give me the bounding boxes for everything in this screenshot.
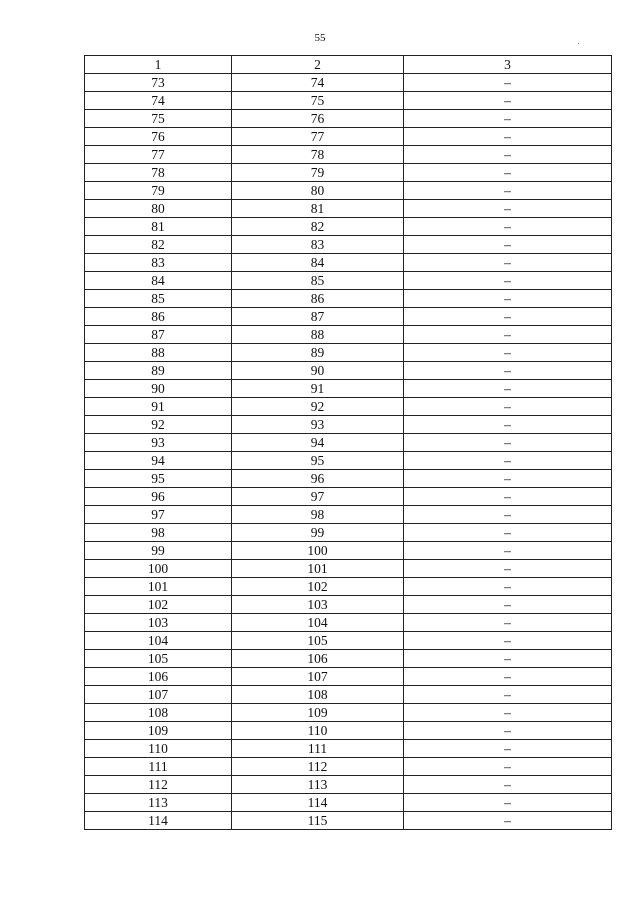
table-cell-col-1: 91 bbox=[85, 398, 232, 416]
table-cell-col-2: 96 bbox=[232, 470, 404, 488]
table-cell-col-1: 73 bbox=[85, 74, 232, 92]
table-row bbox=[85, 578, 612, 596]
table-cell-col-1: 96 bbox=[85, 488, 232, 506]
table-cell-col-1: 108 bbox=[85, 704, 232, 722]
table-row bbox=[85, 128, 612, 146]
table-cell-col-1: 114 bbox=[85, 812, 232, 830]
table-cell-col-2: 114 bbox=[232, 794, 404, 812]
table-cell-col-1: 102 bbox=[85, 596, 232, 614]
table-cell-col-1: 79 bbox=[85, 182, 232, 200]
table-cell-col-1: 93 bbox=[85, 434, 232, 452]
table-cell-col-1: 100 bbox=[85, 560, 232, 578]
table-row bbox=[85, 560, 612, 578]
table-cell-col-1: 110 bbox=[85, 740, 232, 758]
table-row bbox=[85, 704, 612, 722]
table-cell-col-1: 90 bbox=[85, 380, 232, 398]
table-cell-col-1: 113 bbox=[85, 794, 232, 812]
table-cell-col-3: – bbox=[404, 74, 612, 92]
table-cell-col-2: 97 bbox=[232, 488, 404, 506]
table-cell-col-1: 75 bbox=[85, 110, 232, 128]
table-cell-col-3: – bbox=[404, 182, 612, 200]
table-cell-col-2: 83 bbox=[232, 236, 404, 254]
table-cell-col-1: 87 bbox=[85, 326, 232, 344]
table-cell-col-2: 74 bbox=[232, 74, 404, 92]
table-cell-col-3: – bbox=[404, 380, 612, 398]
table-cell-col-3: – bbox=[404, 704, 612, 722]
table-cell-col-1: 81 bbox=[85, 218, 232, 236]
table-row bbox=[85, 92, 612, 110]
table-row bbox=[85, 398, 612, 416]
table-cell-col-2: 79 bbox=[232, 164, 404, 182]
table-cell-col-3: – bbox=[404, 164, 612, 182]
data-table bbox=[84, 55, 612, 830]
table-cell-col-1: 99 bbox=[85, 542, 232, 560]
table-cell-col-2: 100 bbox=[232, 542, 404, 560]
table-cell-col-2: 94 bbox=[232, 434, 404, 452]
table-cell-col-3: – bbox=[404, 650, 612, 668]
table-cell-col-1: 104 bbox=[85, 632, 232, 650]
table-cell-col-3: – bbox=[404, 128, 612, 146]
table-row bbox=[85, 434, 612, 452]
table-row bbox=[85, 272, 612, 290]
table-row bbox=[85, 344, 612, 362]
table-cell-col-3: – bbox=[404, 146, 612, 164]
table-cell-col-2: 78 bbox=[232, 146, 404, 164]
table-cell-col-1: 95 bbox=[85, 470, 232, 488]
table-cell-col-2: 95 bbox=[232, 452, 404, 470]
table-cell-col-3: – bbox=[404, 290, 612, 308]
table-cell-col-3: – bbox=[404, 470, 612, 488]
table-row bbox=[85, 290, 612, 308]
table-row bbox=[85, 416, 612, 434]
table-header-row bbox=[85, 56, 612, 74]
table-cell-col-3: – bbox=[404, 668, 612, 686]
table-cell-col-1: 78 bbox=[85, 164, 232, 182]
table-cell-col-2: 85 bbox=[232, 272, 404, 290]
table-cell-col-2: 91 bbox=[232, 380, 404, 398]
table-cell-col-1: 98 bbox=[85, 524, 232, 542]
table-cell-col-1: 101 bbox=[85, 578, 232, 596]
table-cell-col-2: 88 bbox=[232, 326, 404, 344]
table-cell-col-2: 106 bbox=[232, 650, 404, 668]
table-cell-col-2: 111 bbox=[232, 740, 404, 758]
table-cell-col-2: 107 bbox=[232, 668, 404, 686]
table-cell-col-3: – bbox=[404, 362, 612, 380]
table-cell-col-3: – bbox=[404, 488, 612, 506]
table-cell-col-3: – bbox=[404, 200, 612, 218]
table-cell-col-3: – bbox=[404, 560, 612, 578]
table-row bbox=[85, 650, 612, 668]
table-row bbox=[85, 596, 612, 614]
table-row bbox=[85, 254, 612, 272]
table-cell-col-3: – bbox=[404, 344, 612, 362]
table-row bbox=[85, 362, 612, 380]
table-cell-col-3: – bbox=[404, 506, 612, 524]
table-cell-col-1: 107 bbox=[85, 686, 232, 704]
table-cell-col-2: 113 bbox=[232, 776, 404, 794]
table-cell-col-1: 84 bbox=[85, 272, 232, 290]
table-cell-col-3: – bbox=[404, 740, 612, 758]
table-cell-col-3: – bbox=[404, 236, 612, 254]
table-cell-col-2: 110 bbox=[232, 722, 404, 740]
table-row bbox=[85, 326, 612, 344]
table-row bbox=[85, 758, 612, 776]
table-row bbox=[85, 182, 612, 200]
table-cell-col-2: 90 bbox=[232, 362, 404, 380]
table-cell-col-1: 103 bbox=[85, 614, 232, 632]
table-cell-col-3: – bbox=[404, 326, 612, 344]
table-cell-col-2: 87 bbox=[232, 308, 404, 326]
table-row bbox=[85, 164, 612, 182]
table-cell-col-1: 111 bbox=[85, 758, 232, 776]
table-cell-col-1: 85 bbox=[85, 290, 232, 308]
table-cell-col-1: 97 bbox=[85, 506, 232, 524]
table-cell-col-2: 80 bbox=[232, 182, 404, 200]
table-cell-col-1: 82 bbox=[85, 236, 232, 254]
table-cell-col-3: – bbox=[404, 218, 612, 236]
table-cell-col-1: 83 bbox=[85, 254, 232, 272]
table-cell-col-2: 102 bbox=[232, 578, 404, 596]
table-cell-col-2: 98 bbox=[232, 506, 404, 524]
table-row bbox=[85, 506, 612, 524]
table-cell-col-3: – bbox=[404, 524, 612, 542]
table-cell-col-2: 104 bbox=[232, 614, 404, 632]
table-cell-col-1: 89 bbox=[85, 362, 232, 380]
table-cell-col-1: 74 bbox=[85, 92, 232, 110]
table-cell-col-3: – bbox=[404, 632, 612, 650]
table-cell-col-3: – bbox=[404, 596, 612, 614]
table-cell-col-2: 109 bbox=[232, 704, 404, 722]
column-header-2: 2 bbox=[232, 56, 404, 74]
table-cell-col-2: 112 bbox=[232, 758, 404, 776]
table-cell-col-1: 109 bbox=[85, 722, 232, 740]
table-cell-col-3: – bbox=[404, 398, 612, 416]
table-cell-col-2: 103 bbox=[232, 596, 404, 614]
table-cell-col-3: – bbox=[404, 452, 612, 470]
table-cell-col-2: 115 bbox=[232, 812, 404, 830]
column-header-3: 3 bbox=[404, 56, 612, 74]
table-row bbox=[85, 110, 612, 128]
table-cell-col-2: 99 bbox=[232, 524, 404, 542]
table-cell-col-3: – bbox=[404, 578, 612, 596]
table-row bbox=[85, 488, 612, 506]
table-cell-col-2: 82 bbox=[232, 218, 404, 236]
table-cell-col-3: – bbox=[404, 794, 612, 812]
table-cell-col-1: 88 bbox=[85, 344, 232, 362]
table-row bbox=[85, 218, 612, 236]
table-cell-col-1: 112 bbox=[85, 776, 232, 794]
table-cell-col-1: 105 bbox=[85, 650, 232, 668]
table-cell-col-2: 76 bbox=[232, 110, 404, 128]
table-row bbox=[85, 776, 612, 794]
table-cell-col-3: – bbox=[404, 776, 612, 794]
table-cell-col-2: 86 bbox=[232, 290, 404, 308]
column-header-1: 1 bbox=[85, 56, 232, 74]
table-row bbox=[85, 740, 612, 758]
table-cell-col-2: 108 bbox=[232, 686, 404, 704]
table-body bbox=[85, 74, 612, 830]
table-row bbox=[85, 542, 612, 560]
table-row bbox=[85, 524, 612, 542]
table-cell-col-1: 106 bbox=[85, 668, 232, 686]
table-row bbox=[85, 380, 612, 398]
table-row bbox=[85, 308, 612, 326]
table-cell-col-3: – bbox=[404, 416, 612, 434]
table-cell-col-3: – bbox=[404, 308, 612, 326]
table-cell-col-3: – bbox=[404, 614, 612, 632]
table-cell-col-1: 77 bbox=[85, 146, 232, 164]
table-cell-col-2: 81 bbox=[232, 200, 404, 218]
table-cell-col-2: 77 bbox=[232, 128, 404, 146]
table-cell-col-3: – bbox=[404, 254, 612, 272]
table-cell-col-2: 92 bbox=[232, 398, 404, 416]
table-cell-col-3: – bbox=[404, 110, 612, 128]
table-row bbox=[85, 614, 612, 632]
table-cell-col-3: – bbox=[404, 272, 612, 290]
table-row bbox=[85, 452, 612, 470]
table-row bbox=[85, 146, 612, 164]
table-cell-col-2: 89 bbox=[232, 344, 404, 362]
table-cell-col-3: – bbox=[404, 92, 612, 110]
table-row bbox=[85, 668, 612, 686]
table-row bbox=[85, 632, 612, 650]
table-cell-col-2: 101 bbox=[232, 560, 404, 578]
table-row bbox=[85, 470, 612, 488]
table-cell-col-1: 76 bbox=[85, 128, 232, 146]
table-row bbox=[85, 236, 612, 254]
page-number: 55 bbox=[314, 32, 326, 44]
table-cell-col-3: – bbox=[404, 542, 612, 560]
table-cell-col-2: 75 bbox=[232, 92, 404, 110]
table-row bbox=[85, 722, 612, 740]
table-cell-col-2: 84 bbox=[232, 254, 404, 272]
table-cell-col-2: 93 bbox=[232, 416, 404, 434]
table-cell-col-3: – bbox=[404, 812, 612, 830]
table-row bbox=[85, 794, 612, 812]
table-row bbox=[85, 74, 612, 92]
table-cell-col-1: 80 bbox=[85, 200, 232, 218]
table-cell-col-2: 105 bbox=[232, 632, 404, 650]
table-cell-col-3: – bbox=[404, 434, 612, 452]
table-cell-col-3: – bbox=[404, 722, 612, 740]
table-cell-col-1: 92 bbox=[85, 416, 232, 434]
table-row bbox=[85, 812, 612, 830]
table-cell-col-3: – bbox=[404, 758, 612, 776]
table-cell-col-1: 86 bbox=[85, 308, 232, 326]
scan-speck bbox=[578, 43, 579, 44]
table-cell-col-3: – bbox=[404, 686, 612, 704]
table-row bbox=[85, 686, 612, 704]
table-cell-col-1: 94 bbox=[85, 452, 232, 470]
table-row bbox=[85, 200, 612, 218]
